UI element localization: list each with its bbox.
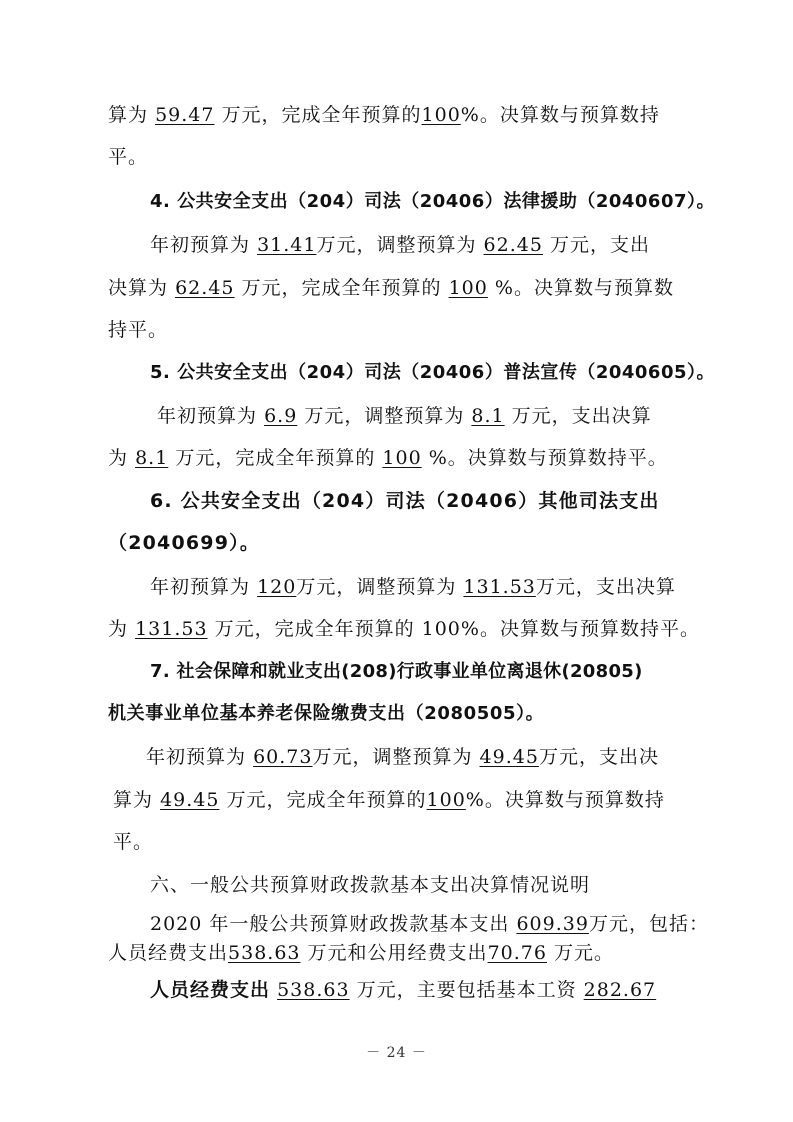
value-field: 282.67 [583, 979, 657, 1001]
text-line [108, 617, 700, 641]
text: 万元。 [554, 942, 615, 964]
text: 算为 [113, 789, 154, 811]
value-field: 8.1 [471, 405, 505, 427]
value-field: 609.39 [516, 913, 589, 935]
value-field: 62.45 [483, 234, 543, 256]
text-line [108, 103, 660, 127]
value-field: 131.53 [463, 576, 536, 598]
value-field: 131.53 [135, 618, 208, 640]
text-line [150, 233, 650, 257]
value-field: 60.73 [253, 746, 313, 768]
value-field: 49.45 [479, 746, 539, 768]
text: 算为 [108, 104, 149, 126]
text: 万元，调整预算为 [304, 405, 465, 427]
text: 年初预算为 [157, 405, 258, 427]
text: 年初预算为 [146, 746, 247, 768]
section-heading: （2040699）。 [108, 532, 261, 554]
text: 万元，主要包括基本工资 [356, 979, 577, 1001]
text-line [108, 446, 668, 470]
text: 万元，支出 [549, 234, 650, 256]
value-field: 31.41 [257, 234, 317, 256]
value-field: 49.45 [160, 789, 220, 811]
text: 万元，支出决算 [535, 576, 676, 598]
text-line [108, 318, 168, 342]
text: 万元，完成全年预算的 [226, 789, 427, 811]
value-field: 100 [426, 789, 466, 811]
text: 平。 [108, 146, 149, 168]
text: 决算为 [108, 277, 169, 299]
text: 万元，完成全年预算的 [175, 447, 376, 469]
value-field: 120 [257, 576, 297, 598]
text: 为 [108, 447, 129, 469]
text: 年初预算为 [150, 234, 251, 256]
text: 万元，支出决 [538, 746, 659, 768]
text: 2020 年一般公共预算财政拨款基本支出 [150, 913, 510, 935]
section-heading: 六、一般公共预算财政拨款基本支出决算情况说明 [150, 874, 591, 896]
page-number: － 24 － [366, 1045, 427, 1061]
text: 万元和公用经费支出 [307, 942, 488, 964]
text-line [113, 830, 153, 854]
value-field: 62.45 [175, 277, 235, 299]
section-heading: 4. 公共安全支出（204）司法（20406）法律援助（2040607）。 [150, 191, 715, 212]
text: %。决算数与预算数持 [460, 104, 660, 126]
text: 万元，调整预算为 [316, 234, 477, 256]
text: 万元，完成全年预算的 100%。决算数与预算数持平。 [214, 618, 700, 640]
text: 年初预算为 [150, 576, 251, 598]
section-heading: 5. 公共安全支出（204）司法（20406）普法宣传（2040605）。 [150, 362, 715, 383]
text-line [108, 276, 674, 300]
text-line [108, 941, 614, 965]
value-field: 538.63 [228, 942, 301, 964]
text: 万元，完成全年预算的 [241, 277, 442, 299]
text: 持平。 [108, 319, 169, 341]
section-heading: 机关事业单位基本养老保险缴费支出（2080505）。 [108, 703, 545, 724]
value-field: 100 [382, 447, 422, 469]
text: 万元，调整预算为 [296, 576, 457, 598]
value-field: 538.63 [277, 979, 350, 1001]
text: 万元，包括： [588, 913, 709, 935]
value-field: 6.9 [264, 405, 298, 427]
text-line [150, 912, 709, 936]
text: 万元，完成全年预算的 [221, 104, 422, 126]
text: %。决算数与预算数 [494, 277, 674, 299]
text: 为 [108, 618, 129, 640]
section-heading: 6. 公共安全支出（204）司法（20406）其他司法支出 [150, 490, 660, 512]
text: 万元，支出决算 [511, 405, 652, 427]
text-line [113, 788, 665, 812]
text: 人员经费支出 [108, 942, 229, 964]
text-line [157, 404, 652, 428]
text: 万元，调整预算为 [312, 746, 473, 768]
section-heading: 7. 社会保障和就业支出(208)行政事业单位离退休(20805) [150, 661, 643, 682]
text-line [150, 575, 676, 599]
text-line [150, 978, 656, 1002]
text: 平。 [113, 831, 154, 853]
value-field: 100 [448, 277, 488, 299]
text: 人员经费支出 [150, 979, 271, 1001]
text: %。决算数与预算数持平。 [428, 447, 668, 469]
value-field: 70.76 [487, 942, 547, 964]
value-field: 8.1 [135, 447, 169, 469]
text-line [146, 745, 659, 769]
text: %。决算数与预算数持 [465, 789, 665, 811]
value-field: 59.47 [155, 104, 215, 126]
value-field: 100 [421, 104, 461, 126]
text-line [108, 145, 148, 169]
